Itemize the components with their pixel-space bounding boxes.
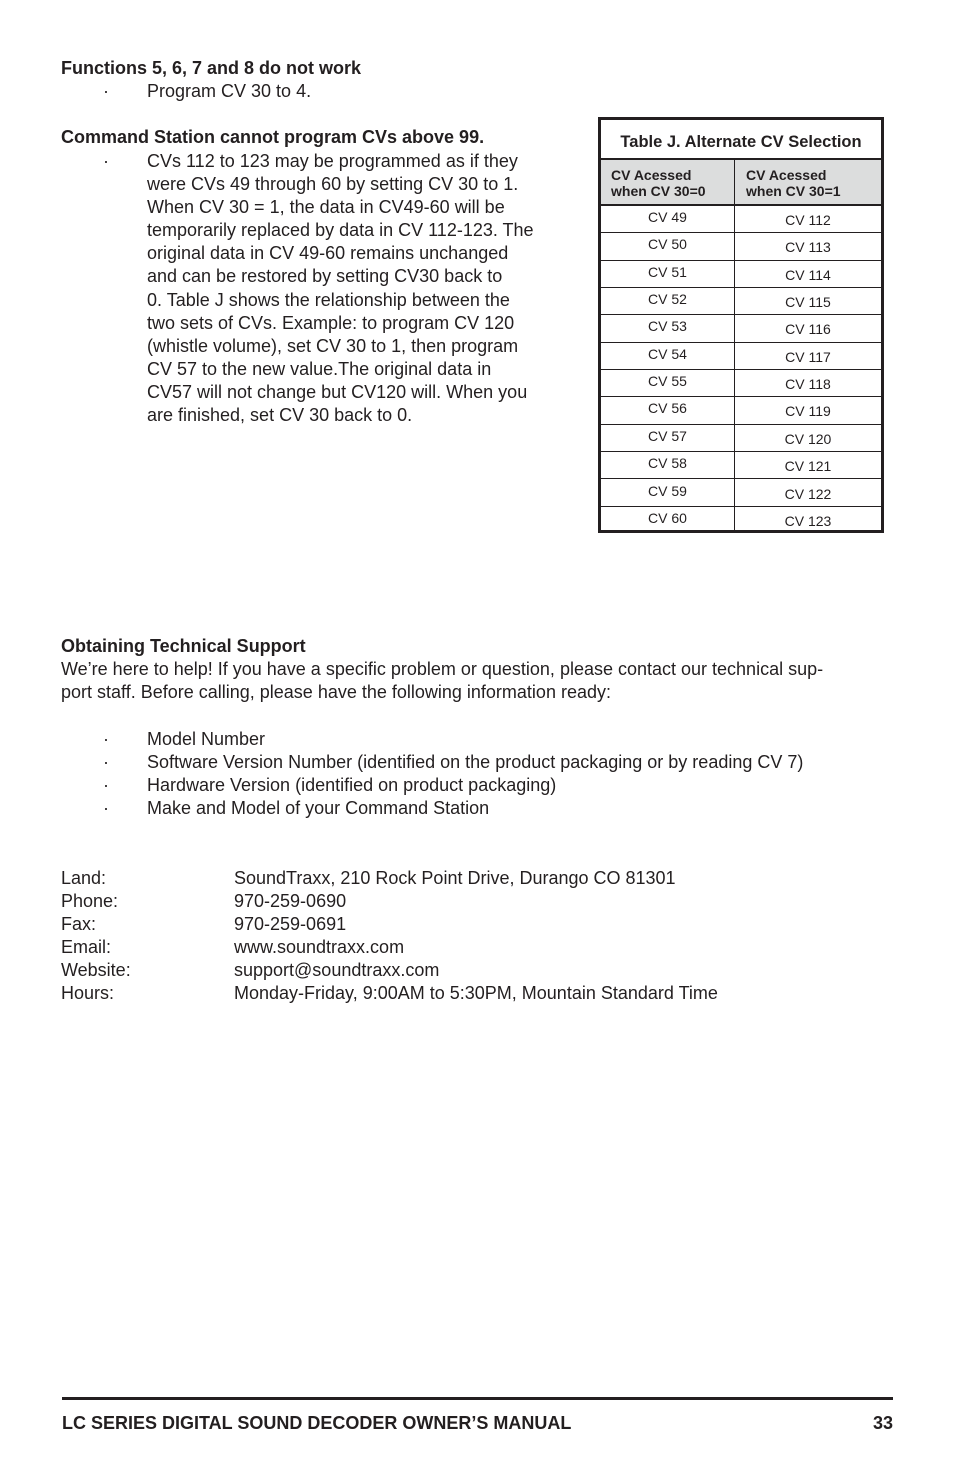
table-cell: CV 117 — [785, 348, 831, 365]
paragraph-line: are finished, set CV 30 back to 0. — [147, 405, 413, 426]
contact-value-phone: 970-259-0690 — [234, 891, 347, 911]
bullet-text: Model Number — [147, 729, 266, 749]
bullet-symbol: · — [103, 81, 109, 101]
paragraph-line: two sets of CVs. Example: to program CV 120 — [147, 312, 515, 333]
paragraph-line: When CV 30 = 1, the data in CV49-60 will be — [147, 197, 505, 218]
contact-label-hours: Hours: — [61, 983, 115, 1003]
paragraph-line: were CVs 49 through 60 by setting CV 30 to 1. — [147, 174, 519, 195]
contact-value-fax: 970-259-0691 — [234, 914, 347, 934]
table-row — [601, 507, 881, 530]
table-row — [601, 425, 881, 452]
table-cell: CV 116 — [785, 321, 831, 338]
table-cell: CV 56 — [648, 400, 687, 417]
table-cell: CV 119 — [785, 403, 831, 420]
table-cell: CV 118 — [785, 376, 831, 393]
table-cell: CV 55 — [648, 373, 687, 390]
alternate-cv-table — [598, 117, 884, 533]
header-line: CV Acessed — [746, 167, 827, 183]
page-number: 33 — [872, 1413, 893, 1433]
header-line: CV Acessed — [611, 167, 692, 183]
table-row — [601, 288, 881, 315]
table-row — [601, 233, 881, 260]
table-cell: CV 59 — [648, 482, 687, 499]
contact-value-email: www.soundtraxx.com — [234, 937, 405, 957]
section-heading-command-station: Command Station cannot program CVs above 99. — [61, 127, 485, 147]
footer-divider — [62, 1397, 893, 1400]
contact-label-email: Email: — [61, 937, 112, 957]
bullet-text: Software Version Number (identified on the product packaging or by reading CV 7) — [147, 752, 804, 772]
bullet-symbol: · — [103, 151, 109, 171]
cv-explanation-paragraph — [147, 150, 567, 427]
table-cell: CV 52 — [648, 291, 687, 308]
section-heading-support: Obtaining Technical Support — [61, 636, 306, 656]
table-cell: CV 51 — [648, 263, 687, 280]
table-cell: CV 60 — [648, 509, 687, 526]
paragraph-line: CV 57 to the new value.The original data in — [147, 358, 492, 379]
contact-value-hours: Monday-Friday, 9:00AM to 5:30PM, Mountain Standard Time — [234, 983, 718, 1003]
support-intro-line: port staff. Before calling, please have the following information ready: — [61, 682, 611, 702]
contact-label-fax: Fax: — [61, 914, 97, 934]
table-row — [601, 261, 881, 288]
bullet-symbol: · — [103, 798, 109, 818]
table-cell: CV 49 — [648, 209, 687, 225]
bullet-symbol: · — [103, 729, 109, 749]
table-row — [601, 452, 881, 479]
table-cell: CV 122 — [784, 485, 832, 502]
bullet-text: Hardware Version (identified on product packaging) — [147, 775, 557, 795]
section-heading-functions: Functions 5, 6, 7 and 8 do not work — [61, 58, 362, 78]
table-cell: CV 57 — [648, 427, 687, 444]
table-cell: CV 123 — [784, 512, 832, 529]
paragraph-line: CVs 112 to 123 may be programmed as if they — [147, 151, 518, 171]
table-cell: CV 121 — [784, 458, 832, 475]
table-cell: CV 112 — [785, 212, 831, 228]
table-row — [601, 370, 881, 397]
table-row — [601, 206, 881, 233]
table-header-row — [601, 160, 881, 206]
table-cell: CV 53 — [648, 318, 687, 335]
contact-label-land: Land: — [61, 868, 107, 888]
contact-value-website: support@soundtraxx.com — [234, 960, 440, 980]
contact-label-website: Website: — [61, 960, 131, 980]
table-title: Table J. Alternate CV Selection — [601, 120, 881, 160]
bullet-text: Make and Model of your Command Station — [147, 798, 490, 818]
paragraph-line: and can be restored by setting CV30 back to — [147, 266, 503, 287]
table-cell: CV 120 — [784, 430, 832, 447]
paragraph-line: temporarily replaced by data in CV 112-123. The — [147, 220, 534, 241]
paragraph-line: original data in CV 49-60 remains unchanged — [147, 243, 509, 264]
table-cell: CV 115 — [785, 294, 831, 311]
paragraph-line: 0. Table J shows the relationship between the — [147, 289, 510, 310]
table-header-cv30-1 — [746, 167, 841, 199]
table-cell: CV 54 — [648, 345, 687, 362]
contact-label-phone: Phone: — [61, 891, 119, 911]
bullet-symbol: · — [103, 775, 109, 795]
table-cell: CV 114 — [785, 266, 831, 283]
table-row — [601, 480, 881, 507]
table-cell: CV 50 — [648, 236, 687, 253]
paragraph-line: (whistle volume), set CV 30 to 1, then program — [147, 335, 519, 356]
support-intro-line: We’re here to help! If you have a specific problem or question, please contact our technical sup- — [61, 659, 824, 679]
header-line: when CV 30=0 — [611, 183, 706, 199]
bullet-symbol: · — [103, 752, 109, 772]
table-row — [601, 397, 881, 424]
table-header-cv30-0 — [611, 167, 706, 199]
bullet-text: Program CV 30 to 4. — [147, 81, 312, 101]
table-row — [601, 343, 881, 370]
footer-manual-title: LC SERIES DIGITAL SOUND DECODER OWNER’S MANUAL — [62, 1413, 572, 1433]
table-row — [601, 315, 881, 342]
contact-value-land: SoundTraxx, 210 Rock Point Drive, Durango CO 81301 — [234, 868, 676, 888]
header-line: when CV 30=1 — [746, 183, 841, 199]
table-cell: CV 58 — [648, 455, 687, 472]
paragraph-line: CV57 will not change but CV120 will. When you — [147, 381, 528, 402]
table-cell: CV 113 — [785, 239, 831, 256]
